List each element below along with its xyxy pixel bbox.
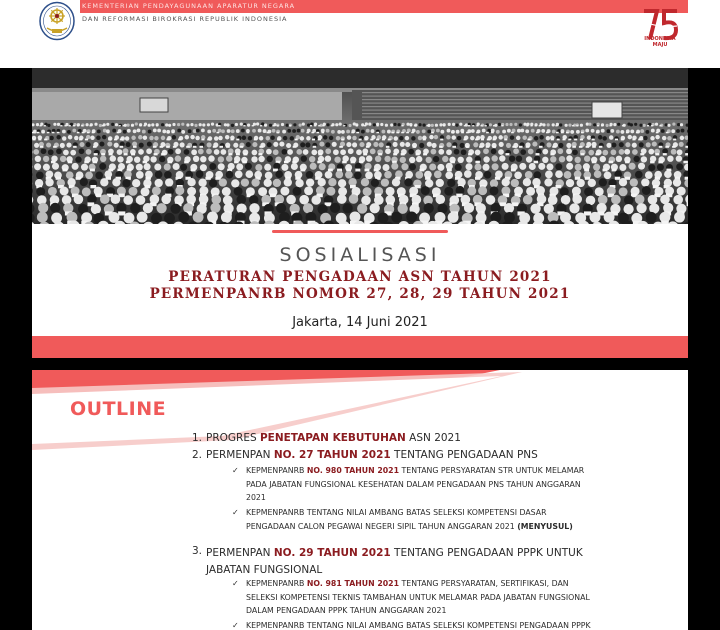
outline-item-2: PERMENPAN NO. 27 TAHUN 2021 TENTANG PENGADAAN PNS — [206, 449, 538, 461]
ministry-name-line1: KEMENTERIAN PENDAYAGUNAAN APARATUR NEGARA — [82, 2, 296, 10]
outline-heading: OUTLINE — [70, 398, 167, 420]
cover-footer-bar — [32, 336, 688, 358]
check-icon: ✓ — [232, 579, 239, 588]
check-icon: ✓ — [232, 621, 239, 630]
cover-subtitle-line2: PERMENPANRB NOMOR 27, 28, 29 TAHUN 2021 — [149, 286, 571, 302]
cover-title: SOSIALISASI — [279, 244, 441, 266]
cover-date: Jakarta, 14 Juni 2021 — [292, 315, 428, 330]
title-rule — [272, 230, 448, 233]
slide-header — [0, 0, 720, 68]
outline-item-3-sub-2: KEPMENPANRB TENTANG NILAI AMBANG BATAS SELEKSI KOMPETENSI PENGADAAN PPPK — [246, 621, 591, 630]
outline-item-1-number: 1. — [191, 432, 202, 444]
check-icon: ✓ — [232, 466, 239, 475]
hall-photo — [32, 68, 688, 224]
ministry-emblem-icon — [38, 1, 76, 41]
outline-item-1: PROGRES PENETAPAN KEBUTUHAN ASN 2021 — [206, 432, 461, 444]
outline-item-2-number: 2. — [191, 449, 202, 461]
outline-slide — [32, 370, 688, 630]
outline-item-3-sub-1: KEPMENPANRB NO. 981 TAHUN 2021 TENTANG PERSYARATAN, SERTIFIKASI, DAN SELEKSI KOMPETENSI TEKNIS TAMBAHAN UNTUK MELAMAR PADA JABATAN FUNGSIONAL DALAM PENGADAAN PPPK TAHUN ANGGARAN 2021 — [246, 579, 590, 615]
outline-list — [32, 370, 688, 630]
cover-title-area — [32, 224, 688, 336]
outline-item-2-sub-1: KEPMENPANRB NO. 980 TAHUN 2021 TENTANG PERSYARATAN STR UNTUK MELAMAR PADA JABATAN FUNGSIONAL KESEHATAN DALAM PENGADAAN PNS TAHUN ANGGARAN 2021 — [246, 466, 585, 502]
check-icon: ✓ — [232, 508, 239, 517]
outline-item-2-sub-2: KEPMENPANRB TENTANG NILAI AMBANG BATAS SELEKSI KOMPETENSI DASAR PENGADAAN CALON PEGAWAI NEGERI SIPIL TAHUN ANGGARAN 2021 (MENYUSUL) — [246, 508, 573, 531]
ministry-name-line2: DAN REFORMASI BIROKRASI REPUBLIK INDONESIA — [82, 15, 288, 23]
outline-item-3: PERMENPAN NO. 29 TAHUN 2021 TENTANG PENGADAAN PPPK UNTUK JABATAN FUNGSIONAL — [206, 547, 583, 576]
outline-item-3-number: 3. — [191, 545, 202, 557]
cover-subtitle-line1: PERATURAN PENGADAAN ASN TAHUN 2021 — [168, 269, 552, 285]
indonesia-maju-label: INDONESIA MAJU — [644, 36, 676, 48]
